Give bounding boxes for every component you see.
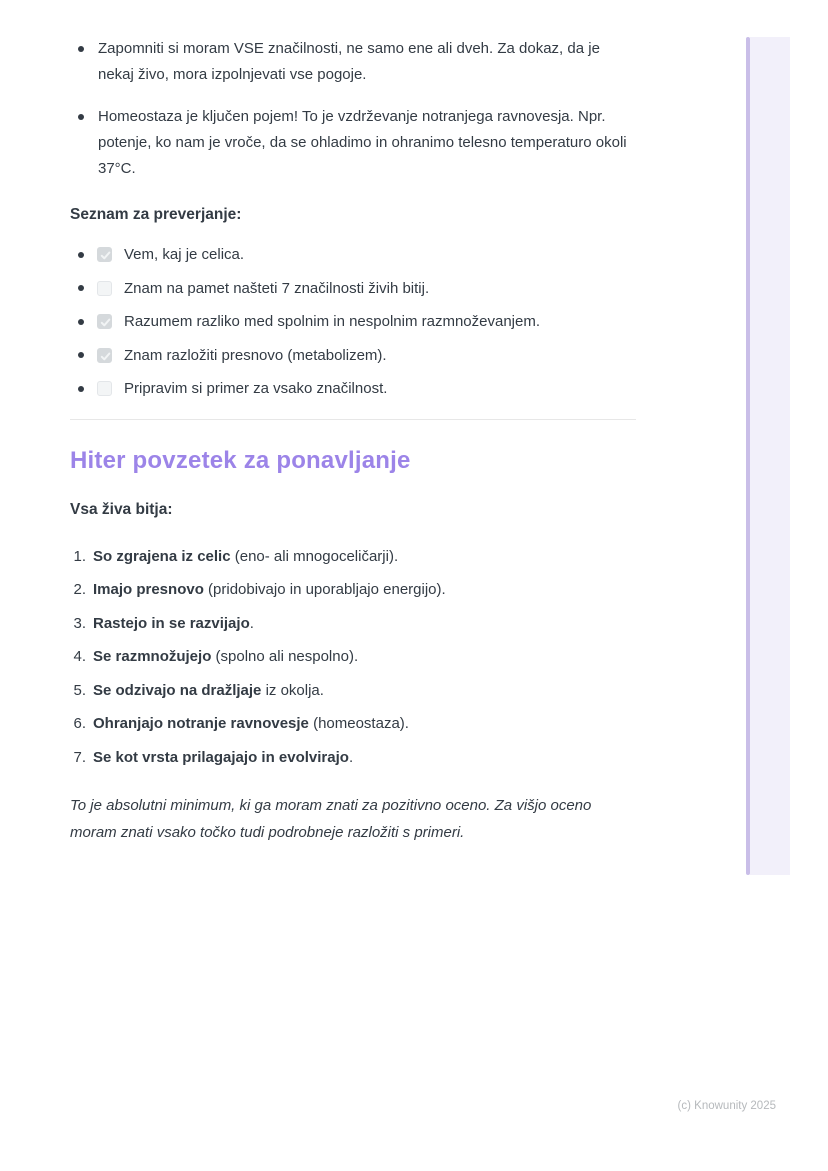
copyright-footer: (c) Knowunity 2025: [677, 1100, 776, 1112]
intro-bullet-list: [70, 36, 636, 182]
checkmark-icon: [99, 350, 112, 363]
page-edge-track: [750, 37, 790, 875]
item-text: Se kot vrsta prilagajajo in evolvirajo.: [93, 748, 354, 766]
numbered-item: [70, 644, 636, 670]
numbered-item: [70, 544, 636, 570]
checklist-item-label: Razumem razliko med spolnim in nespolnim razmnoževanjem.: [124, 313, 540, 331]
checklist-item: [70, 238, 636, 272]
numbered-item: [70, 711, 636, 737]
checklist-item: [70, 272, 636, 306]
intro-bullet-item: [70, 36, 636, 88]
checkbox[interactable]: [97, 348, 112, 363]
item-text: Ohranjajo notranje ravnovesje (homeostaza).: [93, 715, 409, 732]
checkmark-icon: [99, 249, 112, 262]
item-text: Se razmnožujejo (spolno ali nespolno).: [93, 648, 359, 665]
bullet-icon: [78, 285, 84, 291]
summary-heading: Hiter povzetek za ponavljanje: [70, 446, 411, 474]
item-number: 7.: [73, 748, 86, 766]
bullet-icon: [78, 386, 84, 392]
checklist-item-label: Vem, kaj je celica.: [124, 246, 245, 264]
page-edge-bar: [746, 37, 790, 875]
item-number: 5.: [73, 681, 86, 699]
item-number: 2.: [73, 581, 86, 598]
bullet-icon: [78, 319, 84, 325]
checkbox[interactable]: [97, 247, 112, 262]
numbered-item: [70, 745, 636, 771]
intro-bullet-text: Zapomniti si moram VSE značilnosti, ne samo ene ali dveh. Za dokaz, da je nekaj živo, mora izpolnjevati vse pogoje.: [98, 40, 600, 83]
intro-bullet-item: [70, 104, 636, 182]
item-number: 6.: [73, 715, 86, 732]
bullet-icon: [78, 252, 84, 258]
summary-numbered-list: [70, 544, 636, 771]
item-number: 3.: [73, 614, 86, 632]
checklist-item-label: Pripravim si primer za vsako značilnost.: [124, 380, 388, 398]
checklist-item: [70, 339, 636, 373]
item-number: 4.: [73, 648, 86, 665]
numbered-item: [70, 577, 636, 603]
section-divider: [70, 419, 636, 420]
bullet-icon: [78, 46, 84, 52]
checkbox[interactable]: [97, 314, 112, 329]
intro-bullet-text: Homeostaza je ključen pojem! To je vzdrževanje notranjega ravnovesja. Npr. potenje, ko nam je vroče, da se ohladimo in ohranimo telesno temperaturo okoli 37°C.: [98, 108, 627, 177]
summary-note: To je absolutni minimum, ki ga moram znati za pozitivno oceno. Za višjo oceno moram znati vsako točko tudi podrobneje razložiti s primeri.: [70, 796, 592, 841]
item-text: Se odzivajo na dražljaje iz okolja.: [93, 681, 324, 699]
item-text: Rastejo in se razvijajo.: [93, 614, 254, 632]
summary-subheading: Vsa živa bitja:: [70, 500, 173, 518]
checklist-item-label: Znam na pamet našteti 7 značilnosti živih bitij.: [124, 279, 430, 297]
checklist-title: Seznam za preverjanje:: [70, 206, 242, 223]
checklist-item: [70, 305, 636, 339]
checkmark-icon: [99, 316, 112, 329]
checkbox[interactable]: [97, 381, 112, 396]
checklist-item: [70, 372, 636, 406]
note-content: [70, 36, 636, 846]
item-number: 1.: [73, 547, 86, 565]
numbered-item: [70, 611, 636, 637]
item-text: So zgrajena iz celic (eno- ali mnogoceličarji).: [93, 547, 399, 565]
bullet-icon: [78, 352, 84, 358]
checkbox[interactable]: [97, 281, 112, 296]
bullet-icon: [78, 114, 84, 120]
numbered-item: [70, 678, 636, 704]
item-text: Imajo presnovo (pridobivajo in uporabljajo energijo).: [93, 581, 446, 598]
checklist-item-label: Znam razložiti presnovo (metabolizem).: [124, 346, 387, 364]
checklist: [70, 238, 636, 406]
